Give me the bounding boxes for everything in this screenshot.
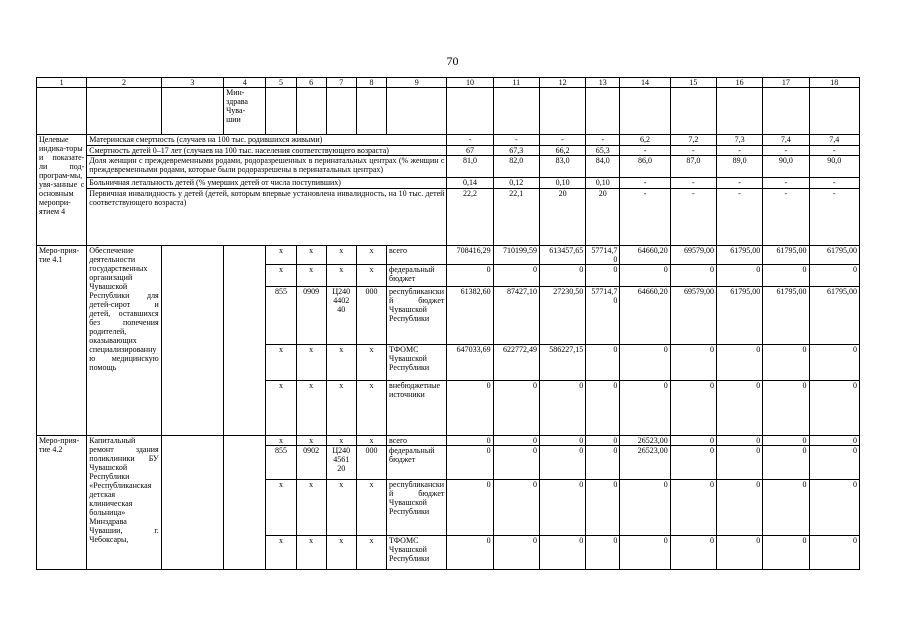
funding-value: 64660,20	[620, 246, 670, 265]
budget-code-target: x	[326, 536, 356, 570]
measure-description: Обеспечение деятельности государственных организаций Чувашской Республики для детей-сирот и детей, оставшихся без попечения родителей, оказывающих специализированную медицинскую помощь	[87, 246, 161, 436]
budget-table	[36, 77, 860, 570]
funding-source: федеральный бюджет	[387, 446, 447, 480]
funding-value: 0	[809, 345, 860, 381]
indicator-value: -	[586, 135, 620, 146]
indicator-name: Больничная летальность детей (% умерших детей от числа поступивших)	[87, 178, 447, 189]
funding-value: 27230,50	[539, 287, 585, 345]
indicator-value: -	[670, 178, 716, 189]
indicator-value: 83,0	[539, 156, 585, 178]
target-indicator-row	[37, 156, 860, 178]
funding-value: 61795,00	[809, 287, 860, 345]
indicator-value: 7,2	[670, 135, 716, 146]
funding-value: 69579,00	[670, 287, 716, 345]
funding-value: 61795,00	[716, 287, 762, 345]
funding-value: 0	[586, 381, 620, 436]
funding-value: 61795,00	[763, 246, 809, 265]
column-number-header: 14	[620, 78, 670, 88]
column-number-header: 7	[326, 78, 356, 88]
funding-value: 0	[539, 436, 585, 446]
measure-label: Меро-прия-тие 4.2	[37, 436, 87, 570]
indicator-value: 66,2	[539, 146, 585, 156]
indicator-value: -	[809, 189, 860, 246]
funding-value: 0	[716, 536, 762, 570]
budget-code-section: 0902	[296, 446, 326, 480]
funding-source: ТФОМС Чувашской Республики	[387, 536, 447, 570]
header-row	[37, 78, 860, 88]
budget-code-type: x	[356, 480, 386, 536]
budget-code-section: 0909	[296, 287, 326, 345]
column-number-header: 9	[387, 78, 447, 88]
funding-value: 710199,59	[493, 246, 539, 265]
column-number-header: 3	[161, 78, 223, 88]
funding-value: 0	[539, 265, 585, 287]
budget-code-target: x	[326, 265, 356, 287]
funding-value: 0	[716, 480, 762, 536]
funding-value: 0	[586, 265, 620, 287]
funding-value: 0	[670, 345, 716, 381]
funding-value: 0	[809, 446, 860, 480]
funding-value: 26523,00	[620, 446, 670, 480]
funding-value: 0	[809, 265, 860, 287]
indicator-value: 89,0	[716, 156, 762, 178]
budget-code-grbs: 855	[266, 287, 296, 345]
targets-label: Целевые индика-торы и показате-ли под-програм-мы, увя-занные с основным меропри-ятием 4	[37, 135, 87, 246]
column-number-header: 4	[224, 78, 266, 88]
funding-source: республиканский бюджет Чувашской Республики	[387, 287, 447, 345]
indicator-value: -	[763, 189, 809, 246]
column-number-header: 15	[670, 78, 716, 88]
funding-value: 586227,15	[539, 345, 585, 381]
funding-value: 0	[586, 436, 620, 446]
budget-code-target: x	[326, 480, 356, 536]
cell: Мин- здрава Чува- шии	[224, 88, 266, 135]
funding-value: 0	[716, 381, 762, 436]
funding-value: 61795,00	[809, 246, 860, 265]
budget-code-section: x	[296, 480, 326, 536]
budget-code-type: x	[356, 536, 386, 570]
funding-value: 0	[763, 265, 809, 287]
budget-code-target: Ц240 4561 20	[326, 446, 356, 480]
indicator-value: -	[539, 135, 585, 146]
funding-value: 57714,70	[586, 246, 620, 265]
funding-value: 0	[539, 446, 585, 480]
cell	[670, 88, 716, 135]
funding-value: 0	[809, 480, 860, 536]
funding-value: 0	[763, 345, 809, 381]
funding-value: 87427,10	[493, 287, 539, 345]
cell	[716, 88, 762, 135]
funding-value: 0	[716, 345, 762, 381]
funding-source: внебюджетные источники	[387, 381, 447, 436]
indicator-value: 65,3	[586, 146, 620, 156]
funding-source: всего	[387, 246, 447, 265]
column-number-header: 6	[296, 78, 326, 88]
funding-value: 0	[670, 265, 716, 287]
indicator-value: 90,0	[809, 156, 860, 178]
target-indicator-row	[37, 146, 860, 156]
funding-value: 0	[716, 446, 762, 480]
measure-empty-cell	[224, 436, 266, 570]
funding-value: 0	[539, 381, 585, 436]
cell	[161, 88, 223, 135]
indicator-value: -	[493, 135, 539, 146]
indicator-value: -	[620, 189, 670, 246]
budget-code-target: x	[326, 381, 356, 436]
funding-value: 0	[447, 381, 493, 436]
indicator-value: -	[809, 146, 860, 156]
indicator-value: 7,3	[716, 135, 762, 146]
budget-code-type: x	[356, 381, 386, 436]
indicator-value: 90,0	[763, 156, 809, 178]
funding-source: всего	[387, 436, 447, 446]
funding-value: 0	[493, 480, 539, 536]
indicator-value: 0,10	[586, 178, 620, 189]
indicator-value: 7,4	[763, 135, 809, 146]
column-number-header: 2	[87, 78, 161, 88]
indicator-value: 82,0	[493, 156, 539, 178]
budget-code-type: x	[356, 436, 386, 446]
funding-value: 647033,69	[447, 345, 493, 381]
indicator-value: -	[763, 178, 809, 189]
indicator-value: -	[670, 189, 716, 246]
budget-code-type: x	[356, 246, 386, 265]
measure-4-1-row	[37, 246, 860, 265]
funding-value: 0	[763, 436, 809, 446]
indicator-value: -	[716, 146, 762, 156]
target-indicator-row	[37, 189, 860, 246]
cell	[493, 88, 539, 135]
target-indicator-row	[37, 135, 860, 146]
funding-value: 0	[493, 265, 539, 287]
budget-code-grbs: x	[266, 480, 296, 536]
funding-value: 0	[620, 345, 670, 381]
budget-code-grbs: x	[266, 265, 296, 287]
indicator-value: -	[763, 146, 809, 156]
budget-code-type: x	[356, 265, 386, 287]
funding-value: 0	[716, 436, 762, 446]
budget-code-grbs: 855	[266, 446, 296, 480]
column-number-header: 11	[493, 78, 539, 88]
budget-code-type: 000	[356, 446, 386, 480]
funding-value: 622772,49	[493, 345, 539, 381]
funding-value: 0	[716, 265, 762, 287]
funding-value: 61795,00	[763, 287, 809, 345]
funding-value: 0	[809, 381, 860, 436]
column-number-header: 1	[37, 78, 87, 88]
column-number-header: 12	[539, 78, 585, 88]
funding-value: 0	[620, 480, 670, 536]
indicator-value: 67,3	[493, 146, 539, 156]
funding-value: 0	[763, 536, 809, 570]
indicator-value: 20	[539, 189, 585, 246]
column-number-header: 13	[586, 78, 620, 88]
indicator-value: 84,0	[586, 156, 620, 178]
column-number-header: 5	[266, 78, 296, 88]
funding-value: 613457,65	[539, 246, 585, 265]
funding-value: 64660,20	[620, 287, 670, 345]
funding-value: 0	[447, 536, 493, 570]
cell	[87, 88, 161, 135]
funding-value: 0	[670, 381, 716, 436]
funding-value: 0	[763, 480, 809, 536]
target-indicator-row	[37, 178, 860, 189]
budget-code-section: x	[296, 265, 326, 287]
cell	[763, 88, 809, 135]
funding-source: федеральный бюджет	[387, 265, 447, 287]
funding-value: 0	[447, 446, 493, 480]
funding-value: 0	[620, 381, 670, 436]
indicator-name: Материнская смертность (случаев на 100 тыс. родившихся живыми)	[87, 135, 447, 146]
funding-value: 0	[586, 480, 620, 536]
cell	[266, 88, 296, 135]
budget-code-target: x	[326, 436, 356, 446]
funding-value: 0	[763, 446, 809, 480]
budget-code-section: x	[296, 536, 326, 570]
budget-code-section: x	[296, 436, 326, 446]
funding-value: 0	[586, 345, 620, 381]
cell	[620, 88, 670, 135]
funding-source: ТФОМС Чувашской Республики	[387, 345, 447, 381]
indicator-value: -	[620, 178, 670, 189]
indicator-value: -	[620, 146, 670, 156]
page-number: 70	[446, 54, 459, 68]
responsible-row	[37, 88, 860, 135]
budget-code-grbs: x	[266, 246, 296, 265]
funding-value: 57714,70	[586, 287, 620, 345]
measure-empty-cell	[161, 246, 223, 436]
budget-code-grbs: x	[266, 381, 296, 436]
indicator-value: -	[447, 135, 493, 146]
column-number-header: 8	[356, 78, 386, 88]
funding-value: 708416,29	[447, 246, 493, 265]
funding-value: 0	[493, 436, 539, 446]
budget-code-section: x	[296, 381, 326, 436]
column-number-header: 17	[763, 78, 809, 88]
column-number-header: 16	[716, 78, 762, 88]
indicator-value: -	[670, 146, 716, 156]
budget-code-target: Ц240 4402 40	[326, 287, 356, 345]
indicator-value: 86,0	[620, 156, 670, 178]
funding-value: 0	[620, 265, 670, 287]
column-number-header: 10	[447, 78, 493, 88]
cell	[356, 88, 386, 135]
funding-value: 26523,00	[620, 436, 670, 446]
indicator-name: Смертность детей 0–17 лет (случаев на 100 тыс. населения соответствующего возраста)	[87, 146, 447, 156]
funding-value: 0	[670, 436, 716, 446]
funding-value: 0	[539, 536, 585, 570]
funding-value: 0	[447, 480, 493, 536]
indicator-value: 0,14	[447, 178, 493, 189]
cell	[809, 88, 860, 135]
indicator-value: -	[716, 189, 762, 246]
funding-value: 61795,00	[716, 246, 762, 265]
funding-value: 0	[670, 446, 716, 480]
cell	[539, 88, 585, 135]
indicator-value: -	[716, 178, 762, 189]
indicator-name: Доля женщин с преждевременными родами, родоразрешенных в перинатальных центрах (% женщин с преждевременными родами, которые были родоразрешены в перинатальных центрах)	[87, 156, 447, 178]
budget-code-grbs: x	[266, 345, 296, 381]
cell	[447, 88, 493, 135]
budget-code-target: x	[326, 345, 356, 381]
budget-code-section: x	[296, 246, 326, 265]
indicator-value: 20	[586, 189, 620, 246]
cell	[586, 88, 620, 135]
cell	[296, 88, 326, 135]
column-number-header: 18	[809, 78, 860, 88]
funding-value: 61382,60	[447, 287, 493, 345]
budget-code-type: x	[356, 345, 386, 381]
funding-value: 0	[447, 265, 493, 287]
indicator-value: 67	[447, 146, 493, 156]
indicator-value: 7,4	[809, 135, 860, 146]
funding-value: 0	[493, 381, 539, 436]
measure-empty-cell	[224, 246, 266, 436]
indicator-value: 87,0	[670, 156, 716, 178]
cell	[37, 88, 87, 135]
funding-value: 0	[809, 436, 860, 446]
funding-value: 0	[670, 536, 716, 570]
funding-value: 0	[586, 446, 620, 480]
budget-code-target: x	[326, 246, 356, 265]
funding-source: республиканский бюджет Чувашской Республики	[387, 480, 447, 536]
funding-value: 0	[539, 480, 585, 536]
funding-value: 0	[620, 536, 670, 570]
cell	[326, 88, 356, 135]
funding-value: 0	[763, 381, 809, 436]
indicator-value: 0,10	[539, 178, 585, 189]
budget-code-section: x	[296, 345, 326, 381]
funding-value: 0	[493, 536, 539, 570]
funding-value: 0	[447, 436, 493, 446]
measure-label: Меро-прия-тие 4.1	[37, 246, 87, 436]
indicator-value: 6,2	[620, 135, 670, 146]
indicator-value: 0,12	[493, 178, 539, 189]
indicator-value: 22,1	[493, 189, 539, 246]
indicator-value: 22,2	[447, 189, 493, 246]
funding-value: 0	[809, 536, 860, 570]
indicator-value: 81,0	[447, 156, 493, 178]
indicator-value: -	[809, 178, 860, 189]
budget-code-grbs: x	[266, 436, 296, 446]
funding-value: 69579,00	[670, 246, 716, 265]
funding-value: 0	[670, 480, 716, 536]
funding-value: 0	[493, 446, 539, 480]
cell	[387, 88, 447, 135]
funding-value: 0	[586, 536, 620, 570]
measure-4-2-row	[37, 436, 860, 446]
indicator-name: Первичная инвалидность у детей (детей, которым впервые установлена инвалидность, на 10 тыс. детей соответствующего возраста)	[87, 189, 447, 246]
measure-description: Капитальный ремонт здания поликлиники БУ Чувашской Республики «Республиканская детская клиническая больница» Минздрава Чувашии, г. Чебоксары,	[87, 436, 161, 570]
budget-code-type: 000	[356, 287, 386, 345]
measure-empty-cell	[161, 436, 223, 570]
budget-code-grbs: x	[266, 536, 296, 570]
